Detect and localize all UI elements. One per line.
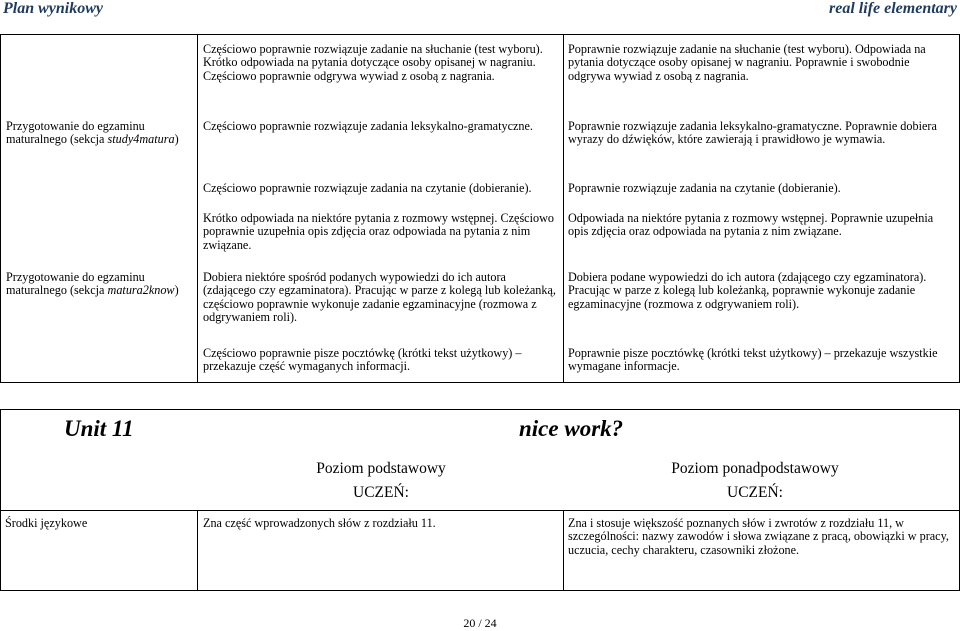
header-left: Plan wynikowy	[3, 0, 104, 17]
row3c-basic: Częściowo poprawnie pisze pocztówkę (krótki tekst użytkowy) – przekazuje część wymaganych informacji.	[203, 346, 522, 374]
row3-label	[6, 271, 196, 298]
row2-label	[6, 120, 196, 147]
page-number: 20 / 24	[463, 616, 497, 630]
row3a-advanced: Odpowiada na niektóre pytania z rozmowy wstępnej. Poprawnie uzupełnia opis zdjęcia oraz odpowiada na pytania z nim związane.	[568, 211, 934, 239]
row3-label-a: Przygotowanie do egzaminu	[6, 270, 145, 284]
table-top-border	[0, 34, 960, 35]
row2b-advanced: Poprawnie rozwiązuje zadania na czytanie (dobieranie).	[568, 181, 841, 195]
table-left-border	[0, 34, 1, 383]
level-advanced-heading	[605, 457, 905, 505]
unit-col-divider-1	[197, 510, 198, 590]
row2b-basic: Częściowo poprawnie rozwiązuje zadania na czytanie (dobieranie).	[203, 181, 532, 195]
level-basic-heading	[231, 457, 531, 505]
row2-basic: Częściowo poprawnie rozwiązuje zadania leksykalno-gramatyczne.	[203, 119, 533, 133]
table-bottom-border	[0, 382, 960, 383]
row3b-advanced: Dobiera podane wypowiedzi do ich autora (zdającego czy egzaminatora). Pracując w parze z kolegą lub koleżanką, poprawnie wykonuje zadanie egzaminacyjne (rozmowa z odgrywaniem roli).	[568, 270, 927, 311]
unit-table-bottom-border	[0, 590, 960, 591]
row3c-advanced: Poprawnie pisze pocztówkę (krótki tekst użytkowy) – przekazuje wszystkie wymagane informacje.	[568, 346, 938, 374]
row3-label-c: )	[174, 283, 179, 298]
row3b-basic: Dobiera niektóre spośród podanych wypowiedzi do ich autora (zdającego czy egzaminatora). Pracując w parze z kolegą lub koleżanką, częściowo poprawnie wykonuje zadanie egzaminacyjne (rozmowa z odgrywaniem roli).	[203, 270, 556, 324]
row3-label-b: maturalnego (sekcja	[6, 283, 108, 298]
level-basic-student: UCZEŃ:	[353, 484, 409, 501]
unit-table-top-border	[0, 409, 960, 410]
col-divider-2	[563, 34, 564, 383]
unit-name: Unit 11	[64, 416, 134, 441]
unit-row-advanced: Zna i stosuje większość poznanych słów i zwrotów z rozdziału 11, w szczególności: nazwy zawodów i słowa związane z pracą, obowiązki w pracy, uczucia, cechy charakteru, czasowniki złożone.	[568, 516, 949, 557]
row3-label-em: matura2know	[107, 283, 175, 298]
row2-label-b: maturalnego (sekcja	[6, 132, 108, 147]
row1-advanced: Poprawnie rozwiązuje zadanie na słuchanie (test wyboru). Odpowiada na pytania dotyczące osoby opisanej w nagraniu. Poprawnie i swobodnie odgrywa wywiad z osobą z nagrania.	[568, 42, 926, 83]
unit-table-left-border	[0, 409, 1, 591]
col-divider-1	[197, 34, 198, 383]
unit-header-divider	[0, 510, 960, 511]
level-advanced-student: UCZEŃ:	[727, 484, 783, 501]
row2-label-a: Przygotowanie do egzaminu	[6, 119, 145, 133]
level-basic-label: Poziom podstawowy	[316, 460, 446, 477]
row2-label-c: )	[174, 132, 179, 147]
unit-col-divider-2	[563, 510, 564, 590]
row2-advanced: Poprawnie rozwiązuje zadania leksykalno-gramatyczne. Poprawnie dobiera wyrazy do dźwięków, które zawierają i prawidłowo je wymawia.	[568, 119, 937, 147]
row1-basic: Częściowo poprawnie rozwiązuje zadanie na słuchanie (test wyboru). Krótko odpowiada na pytania dotyczące osoby opisanej w nagraniu. Częściowo poprawnie odgrywa wywiad z osobą z nagrania.	[203, 42, 543, 83]
unit-row-label: Środki językowe	[5, 516, 88, 530]
row3a-basic: Krótko odpowiada na niektóre pytania z rozmowy wstępnej. Częściowo poprawnie uzupełnia opis zdjęcia oraz odpowiada na pytania z nim związane.	[203, 211, 554, 252]
header-right: real life elementary	[829, 0, 957, 17]
row2-label-em: study4matura	[107, 132, 175, 147]
unit-title: nice work?	[519, 416, 624, 441]
unit-row-basic: Zna część wprowadzonych słów z rozdziału 11.	[203, 516, 436, 530]
level-advanced-label: Poziom ponadpodstawowy	[671, 460, 839, 477]
